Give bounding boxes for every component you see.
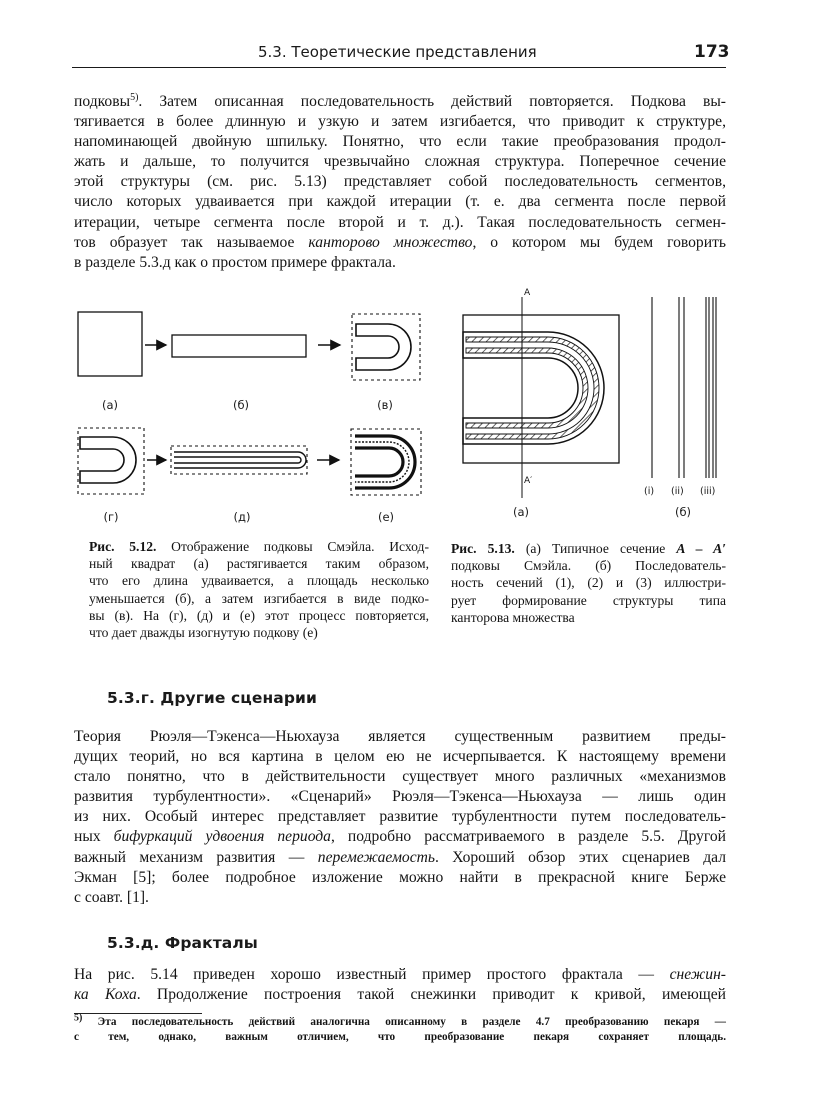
fig513-sublabel-i: (i) [644,486,655,497]
text-line: напоминающей двойную шпильку. Понятно, что если такие преобразования продол- [74,133,726,151]
figure-5-12-caption: Рис. 5.12. Отображение подковы Смэйла. Исход- ный квадрат (а) растягивается таким образом, что его длина удваивается, а площадь несколько уменьшается (б), а затем изгибается в виде подко- вы (в). На (г), (д) и (е) этот процесс повторяется, что дает дважды изогнутую подкову (е) [89,539,429,641]
text-line: ных бифуркаций удвоения периода, подробно рассматриваемого в разделе 5.5. Другой [74,828,726,846]
fig512-label-e: (е) [377,510,395,524]
term-cantor-set: канторово множество [308,233,473,251]
running-header-section: 5.3. Теоретические представления [258,43,537,61]
fig513-sublabel-ii: (ii) [671,486,684,497]
text-line: с соавт. [1]. [74,888,149,906]
text-line: дущих теорий, но вся картина в целом ею не исчерпывается. К настоящему времени [74,748,726,766]
text-line: число которых удваивается при каждой итерации (т. е. два сегмента после первой [74,193,726,211]
fig513-axis-bottom: A′ [524,476,533,486]
footnote-ref: 5) [130,91,139,103]
caption-title: Рис. 5.12. [89,539,157,554]
fig512-label-a: (а) [101,398,119,412]
fig512-label-d: (д) [233,510,251,524]
fig513-sublabel-iii: (iii) [700,486,716,497]
paragraph-other-scenarios [74,727,726,908]
paragraph-fractals [74,965,726,1005]
term-koch: ка Коха [74,986,137,1004]
text-line: итерации, четыре сегмента после второй и т. д.). Такая последовательность сегмен- [74,213,726,231]
term-period-doubling: бифуркаций удвоения периода [113,828,331,846]
fig513-label-b: (б) [674,505,692,519]
text-line: этой структуры (см. рис. 5.13) представляет собой последовательность сегментов, [74,173,726,191]
text-line: Теория Рюэля—Тэкенса—Ньюхауза является существенным развитием преды- [74,728,726,745]
text-line: развития турбулентности». «Сценарий» Рюэля—Тэкенса—Ньюхауза — лишь один [74,788,726,806]
fig512-label-b: (б) [232,398,250,412]
text-line: стало понятно, что в действительности существует много различных «механизмов [74,768,726,786]
section-heading-other-scenarios: 5.3.г. Другие сценарии [107,689,317,707]
figure-5-13-caption: Рис. 5.13. (а) Типичное сечение A – A′ подковы Смэйла. (б) Последователь- ность сечений (1), (2) и (3) иллюстри- рует формирование структуры типа канторова множества [451,541,726,625]
text-line: из них. Особый интерес представляет развитие турбулентности путем последователь- [74,808,726,826]
fig513-label-a: (а) [512,505,530,519]
text-line: Экман [5]; более подробное изложение можно найти в прекрасной книге Берже [74,868,726,886]
footnote-marker: 5) [74,1012,83,1024]
footnote: $^{5)}$ Эта последовательность действий аналогична описанному в разделе 4.7 преобразованию пекаря — с тем, однако, важным отличием, что преобразование пекаря сохраняет площадь. [74,1012,726,1043]
page-number: 173 [694,42,730,62]
text-line: жать и дальше, то получится чрезвычайно сложная структура. Поперечное сечение [74,153,726,171]
text-line: тягивается в более длинную и узкую и затем изгибается, что приводит к структуре, [74,113,726,131]
text-line: подковы$^{5)}$. Затем описанная последовательность действий повторяется. Подкова вы- [74,91,726,110]
caption-title: Рис. 5.13. [451,541,515,556]
fig512-label-v: (в) [377,398,393,412]
term-snowflake: снежин- [669,966,726,983]
term-intermittency: перемежаемость [317,848,435,866]
text-line: ка Коха. Продолжение построения такой снежинки приводит к кривой, имеющей [74,986,727,1004]
text-line: важный механизм развития — перемежаемость. Хороший обзор этих сценариев дал [74,848,726,866]
fig512-label-g: (г) [103,510,119,524]
fig513-axis-top: A [524,288,531,298]
text-line: На рис. 5.14 приведен хорошо известный пример простого фрактала — снежин- [74,966,726,983]
fig513-hatch-band-bottom [466,348,588,428]
text-line: тов образует так называемое канторово множество, о котором мы будем говорить [74,233,726,251]
footnote-rule [74,1013,202,1014]
section-heading-fractals: 5.3.д. Фракталы [107,934,258,952]
text-line: в разделе 5.3.д как о простом примере фрактала. [74,253,396,271]
